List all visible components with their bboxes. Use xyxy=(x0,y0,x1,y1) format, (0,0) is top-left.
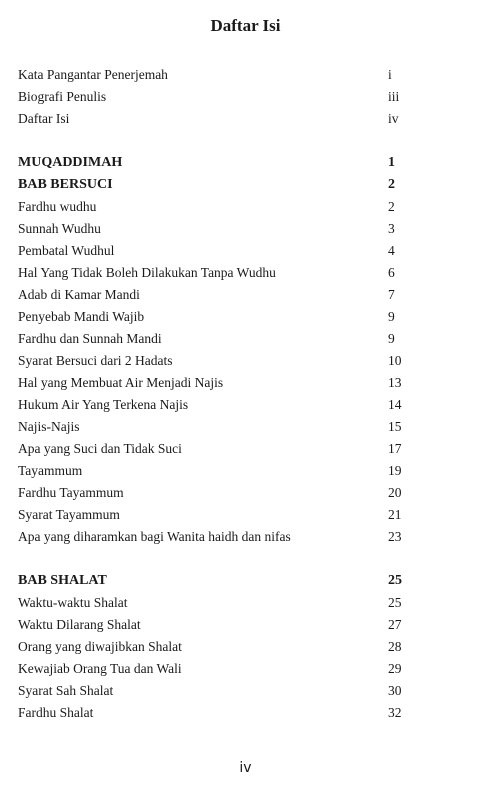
toc-entry-page: 28 xyxy=(388,639,402,654)
toc-entry-label: BAB SHALAT xyxy=(18,573,107,588)
toc-section-heading xyxy=(18,570,410,592)
toc-entry-page: 9 xyxy=(388,331,395,346)
toc-entry-label: Apa yang diharamkan bagi Wanita haidh dan nifas xyxy=(18,529,291,544)
toc-section-heading xyxy=(18,152,410,174)
toc-entry-page: 29 xyxy=(388,661,402,676)
toc-entry-page: 10 xyxy=(388,353,402,368)
toc-entry-page: 6 xyxy=(388,265,395,280)
toc-entry-page: 4 xyxy=(388,243,395,258)
toc-entry xyxy=(18,482,410,504)
toc-entry xyxy=(18,64,410,86)
toc-entry xyxy=(18,658,410,680)
toc-entry-page: 17 xyxy=(388,441,402,456)
toc-entry xyxy=(18,460,410,482)
toc-entry-page: 2 xyxy=(388,199,395,214)
toc-entry-label: MUQADDIMAH xyxy=(18,155,123,170)
toc-entry xyxy=(18,438,410,460)
toc-entry-page: 1 xyxy=(388,155,395,170)
table-of-contents xyxy=(18,64,410,724)
toc-entry-label: Syarat Tayammum xyxy=(18,507,120,522)
toc-entry-page: 9 xyxy=(388,309,395,324)
toc-entry xyxy=(18,526,410,548)
page-title: Daftar Isi xyxy=(210,16,281,35)
toc-entry-label: Waktu Dilarang Shalat xyxy=(18,617,141,632)
toc-entry-page: iii xyxy=(388,89,400,104)
toc-entry-label: Fardhu Tayammum xyxy=(18,485,124,500)
toc-entry xyxy=(18,416,410,438)
toc-entry xyxy=(18,306,410,328)
toc-entry-label: Kewajiab Orang Tua dan Wali xyxy=(18,661,182,676)
toc-entry-label: Orang yang diwajibkan Shalat xyxy=(18,639,182,654)
toc-entry-page: 25 xyxy=(388,595,402,610)
toc-entry-page: 20 xyxy=(388,485,402,500)
toc-entry-page: 30 xyxy=(388,683,402,698)
toc-entry xyxy=(18,636,410,658)
toc-entry xyxy=(18,394,410,416)
toc-entry xyxy=(18,504,410,526)
toc-entry-label: Biografi Penulis xyxy=(18,89,107,104)
toc-entry-label: Sunnah Wudhu xyxy=(18,221,101,236)
toc-entry-page: 2 xyxy=(388,177,395,192)
toc-entry-label: Waktu-waktu Shalat xyxy=(18,595,128,610)
toc-entry-label: Penyebab Mandi Wajib xyxy=(18,309,145,324)
section-spacer xyxy=(18,130,410,152)
toc-entry-label: Kata Pangantar Penerjemah xyxy=(18,67,168,82)
toc-entry-label: Syarat Bersuci dari 2 Hadats xyxy=(18,353,173,368)
page-number: iv xyxy=(239,760,252,776)
toc-entry-label: Hal Yang Tidak Boleh Dilakukan Tanpa Wudhu xyxy=(18,265,276,280)
toc-entry-label: Syarat Sah Shalat xyxy=(18,683,114,698)
toc-entry xyxy=(18,196,410,218)
toc-entry xyxy=(18,284,410,306)
toc-entry-label: Najis-Najis xyxy=(18,419,80,434)
toc-entry xyxy=(18,614,410,636)
section-spacer xyxy=(18,548,410,570)
toc-entry-label: Hal yang Membuat Air Menjadi Najis xyxy=(18,375,224,390)
toc-entry-page: 13 xyxy=(388,375,402,390)
toc-entry-page: 19 xyxy=(388,463,402,478)
toc-section-heading xyxy=(18,174,410,196)
toc-entry-label: Pembatal Wudhul xyxy=(18,243,115,258)
toc-entry xyxy=(18,108,410,130)
toc-entry xyxy=(18,592,410,614)
toc-entry-page: 23 xyxy=(388,529,402,544)
toc-entry-label: Daftar Isi xyxy=(18,111,70,126)
toc-entry-label: Fardhu dan Sunnah Mandi xyxy=(18,331,162,346)
toc-entry-page: 3 xyxy=(388,221,395,236)
toc-entry-page: iv xyxy=(388,111,399,126)
toc-entry-label: Tayammum xyxy=(18,463,83,478)
toc-entry xyxy=(18,262,410,284)
toc-entry-label: Apa yang Suci dan Tidak Suci xyxy=(18,441,182,456)
toc-entry-label: Hukum Air Yang Terkena Najis xyxy=(18,397,189,412)
toc-entry-page: 15 xyxy=(388,419,402,434)
toc-entry-page: 14 xyxy=(388,397,402,412)
toc-entry-page: 32 xyxy=(388,705,402,720)
toc-entry xyxy=(18,702,410,724)
toc-entry xyxy=(18,350,410,372)
toc-entry xyxy=(18,372,410,394)
toc-entry xyxy=(18,240,410,262)
toc-entry-page: 21 xyxy=(388,507,402,522)
toc-entry-page: i xyxy=(388,67,392,82)
toc-entry-page: 7 xyxy=(388,287,395,302)
toc-entry-label: BAB BERSUCI xyxy=(18,177,113,192)
toc-entry xyxy=(18,680,410,702)
toc-entry xyxy=(18,86,410,108)
toc-entry xyxy=(18,218,410,240)
toc-entry xyxy=(18,328,410,350)
toc-entry-label: Adab di Kamar Mandi xyxy=(18,287,140,302)
toc-entry-page: 25 xyxy=(388,573,402,588)
toc-entry-page: 27 xyxy=(388,617,402,632)
toc-entry-label: Fardhu Shalat xyxy=(18,705,94,720)
toc-entry-label: Fardhu wudhu xyxy=(18,199,97,214)
